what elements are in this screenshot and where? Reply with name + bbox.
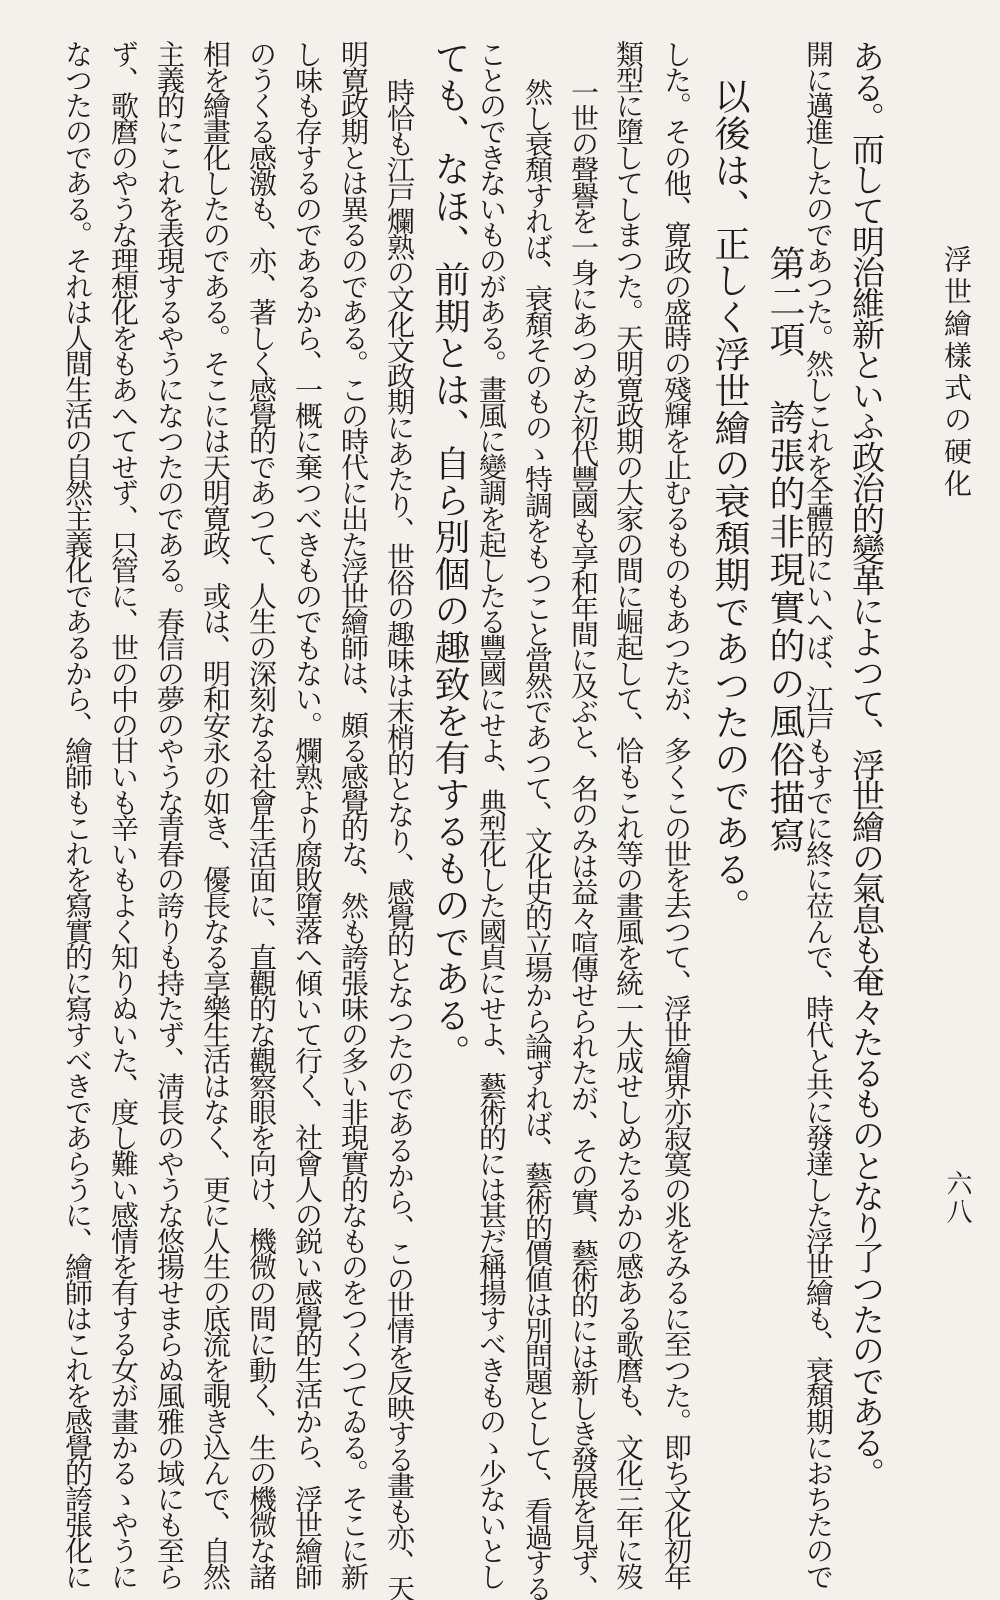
text-column: ある。而して明治維新といふ政治的變革によつて、浮世繪の氣息も奄々たるものとなり了つたのである。	[847, 40, 886, 1488]
text-column: なつたのである。それは人間生活の自然主義化であるから、繪師もこれを寫實的に寫すべきであらうに、繪師はこれを感覺的誇張化に	[61, 40, 94, 1589]
text-column: ず、歌麿のやうな理想化をもあへてせず、只管に、世の中の甘いも辛いもよく知りぬいた、度し難い感情を有する女が畫かるゝやうに	[107, 40, 140, 1589]
text-column: 相を繪畫化したのである。そこには天明寛政、或は、明和安永の如き、優長なる享樂生活はなく、更に人生の底流を覗き込んで、自然	[199, 40, 232, 1589]
text-column: 時恰も江戸爛熟の文化文政期にあたり、世俗の趣味は末梢的となり、感覺的となつたのであるから、この世情を反映する畫も亦、天	[383, 78, 416, 1600]
page-number: 六八	[942, 1170, 972, 1226]
text-column: ことのできないものがある。畫風に變調を起したる豐國にせよ、典型化した國貞にせよ、藝術的には甚だ稱揚すべきものゝ少ないとし	[475, 40, 508, 1589]
text-column: した。その他、寛政の盛時の殘輝を止むるものもあつたが、多くこの世を去つて、浮世繪界亦寂寞の兆をみるに至つた。即ち文化初年	[660, 40, 693, 1589]
text-column: ても、なほ、前期とは、自ら別個の趣致を有するものである。	[429, 40, 470, 1071]
section-title: 誇張的非現實的の風俗描寫	[764, 399, 805, 855]
running-title: 浮世繪樣式の硬化	[940, 245, 973, 501]
text-column: 主義的にこれを表現するやうになつたのである。春信の夢のやうな青春の誇りも持たず、淸長のやうな悠揚せまらぬ風雅の域にも至ら	[153, 40, 186, 1589]
text-column: 以後は、正しく浮世繪の衰頽期であつたのである。	[709, 78, 750, 925]
text-column: し味も存するのであるから、一概に棄つべきものでもない。爛熟より腐敗墮落へ傾いて行く、社會人の鋭い感覺的生活から、浮世繪師	[291, 40, 324, 1589]
text-column: 一世の聲譽を一身にあつめた初代豐國も享和年間に及ぶと、名のみは益々喧傳せられたが、その實、藝術的には新しき發展を見ず、	[567, 78, 600, 1600]
section-heading	[764, 245, 805, 855]
text-column: のうくる感激も、亦、著しく感覺的であつて、人生の深刻なる社會生活面に、直觀的な觀察眼を向け、機微の間に動く、生の機微な諸	[245, 40, 278, 1589]
text-column: 明寛政期とは異るのである。この時代に出た浮世繪師は、頗る感覺的な、然も誇張味の多い非現實的なものをつくつてゐる。そこに新	[337, 40, 370, 1589]
section-number: 第二項	[764, 245, 805, 359]
text-column: 然し衰頽すれば、衰頽そのものゝ特調をもつこと當然であつて、文化史的立場から論ずれば、藝術的價値は別問題として、看過する	[521, 78, 554, 1600]
text-column: 類型に墮してしまつた。天明寛政期の大家の間に崛起して、恰もこれ等の畫風を統一大成せしめたるかの感ある歌麿も、文化三年に歿	[612, 40, 645, 1589]
text-column: 開に邁進したのであつた。然しこれを全體的にいへば、江戸もすでに終に莅んで、時代と共に發達した浮世繪も、衰頽期におちたので	[802, 40, 835, 1589]
